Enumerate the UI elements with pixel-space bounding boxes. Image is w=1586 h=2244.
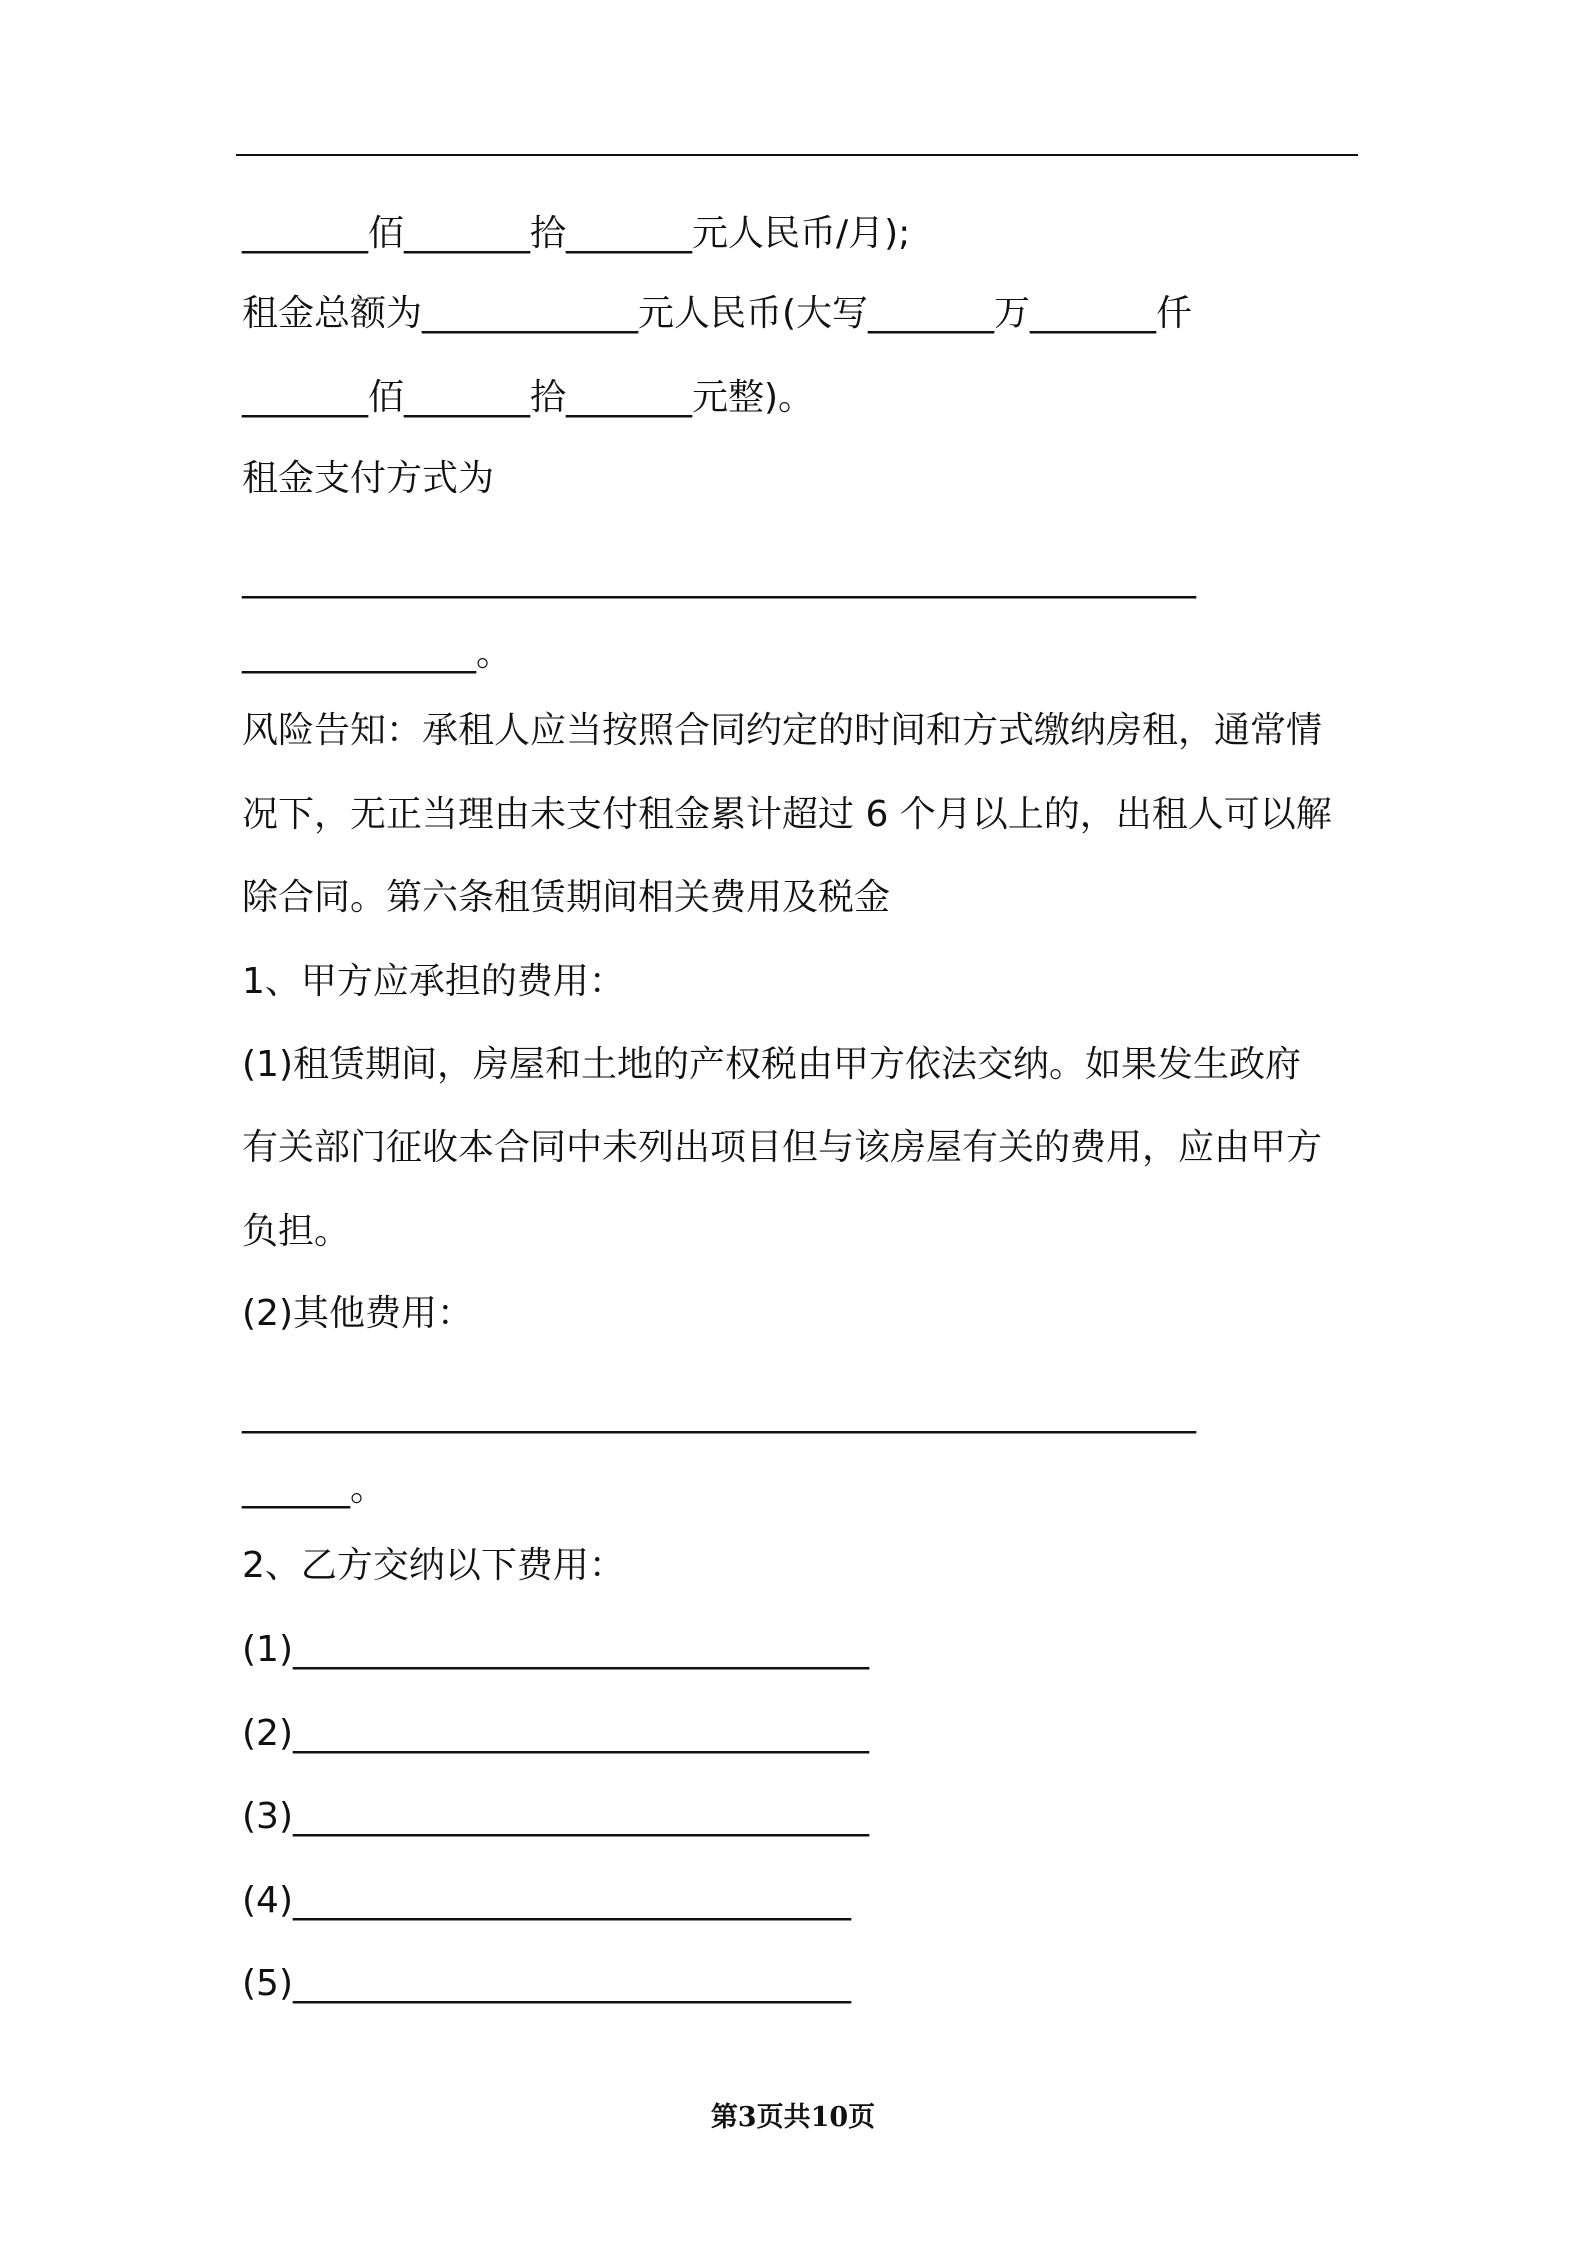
text-line-5: _____________________________________________________ [242,558,1196,599]
text-line-3: _______佰_______拾_______元整)。 [242,377,815,418]
text-line-20: (3)________________________________ [242,1796,869,1837]
text-line-2: 租金总额为____________元人民币(大写_______万_______仟 [242,293,1193,334]
text-line-13: 负担。 [242,1211,351,1252]
text-line-6: _____________。 [242,633,512,674]
text-line-4: 租金支付方式为 [242,458,495,499]
text-line-12: 有关部门征收本合同中未列出项目但与该房屋有关的费用，应由甲方 [242,1127,1323,1168]
page-number: 第3页共10页 [710,2102,876,2133]
text-line-17: 2、乙方交纳以下费用： [242,1545,625,1586]
text-line-22: (5)_______________________________ [242,1963,851,2004]
text-line-16: ______。 [242,1468,387,1509]
text-line-14: (2)其他费用： [242,1293,473,1334]
text-line-1: _______佰_______拾_______元人民币/月); [242,213,911,254]
text-line-18: (1)________________________________ [242,1629,869,1670]
text-line-8: 况下，无正当理由未支付租金累计超过 6 个月以上的，出租人可以解 [242,794,1332,835]
text-line-10: 1、甲方应承担的费用： [242,961,625,1002]
text-line-9: 除合同。第六条租赁期间相关费用及税金 [242,877,891,918]
header-divider [236,154,1358,156]
text-line-21: (4)_______________________________ [242,1880,851,1921]
text-line-19: (2)________________________________ [242,1713,869,1754]
text-line-11: (1)租赁期间，房屋和土地的产权税由甲方依法交纳。如果发生政府 [242,1044,1301,1085]
text-line-15: _____________________________________________________ [242,1393,1196,1434]
text-line-7: 风险告知：承租人应当按照合同约定的时间和方式缴纳房租，通常情 [242,710,1323,751]
